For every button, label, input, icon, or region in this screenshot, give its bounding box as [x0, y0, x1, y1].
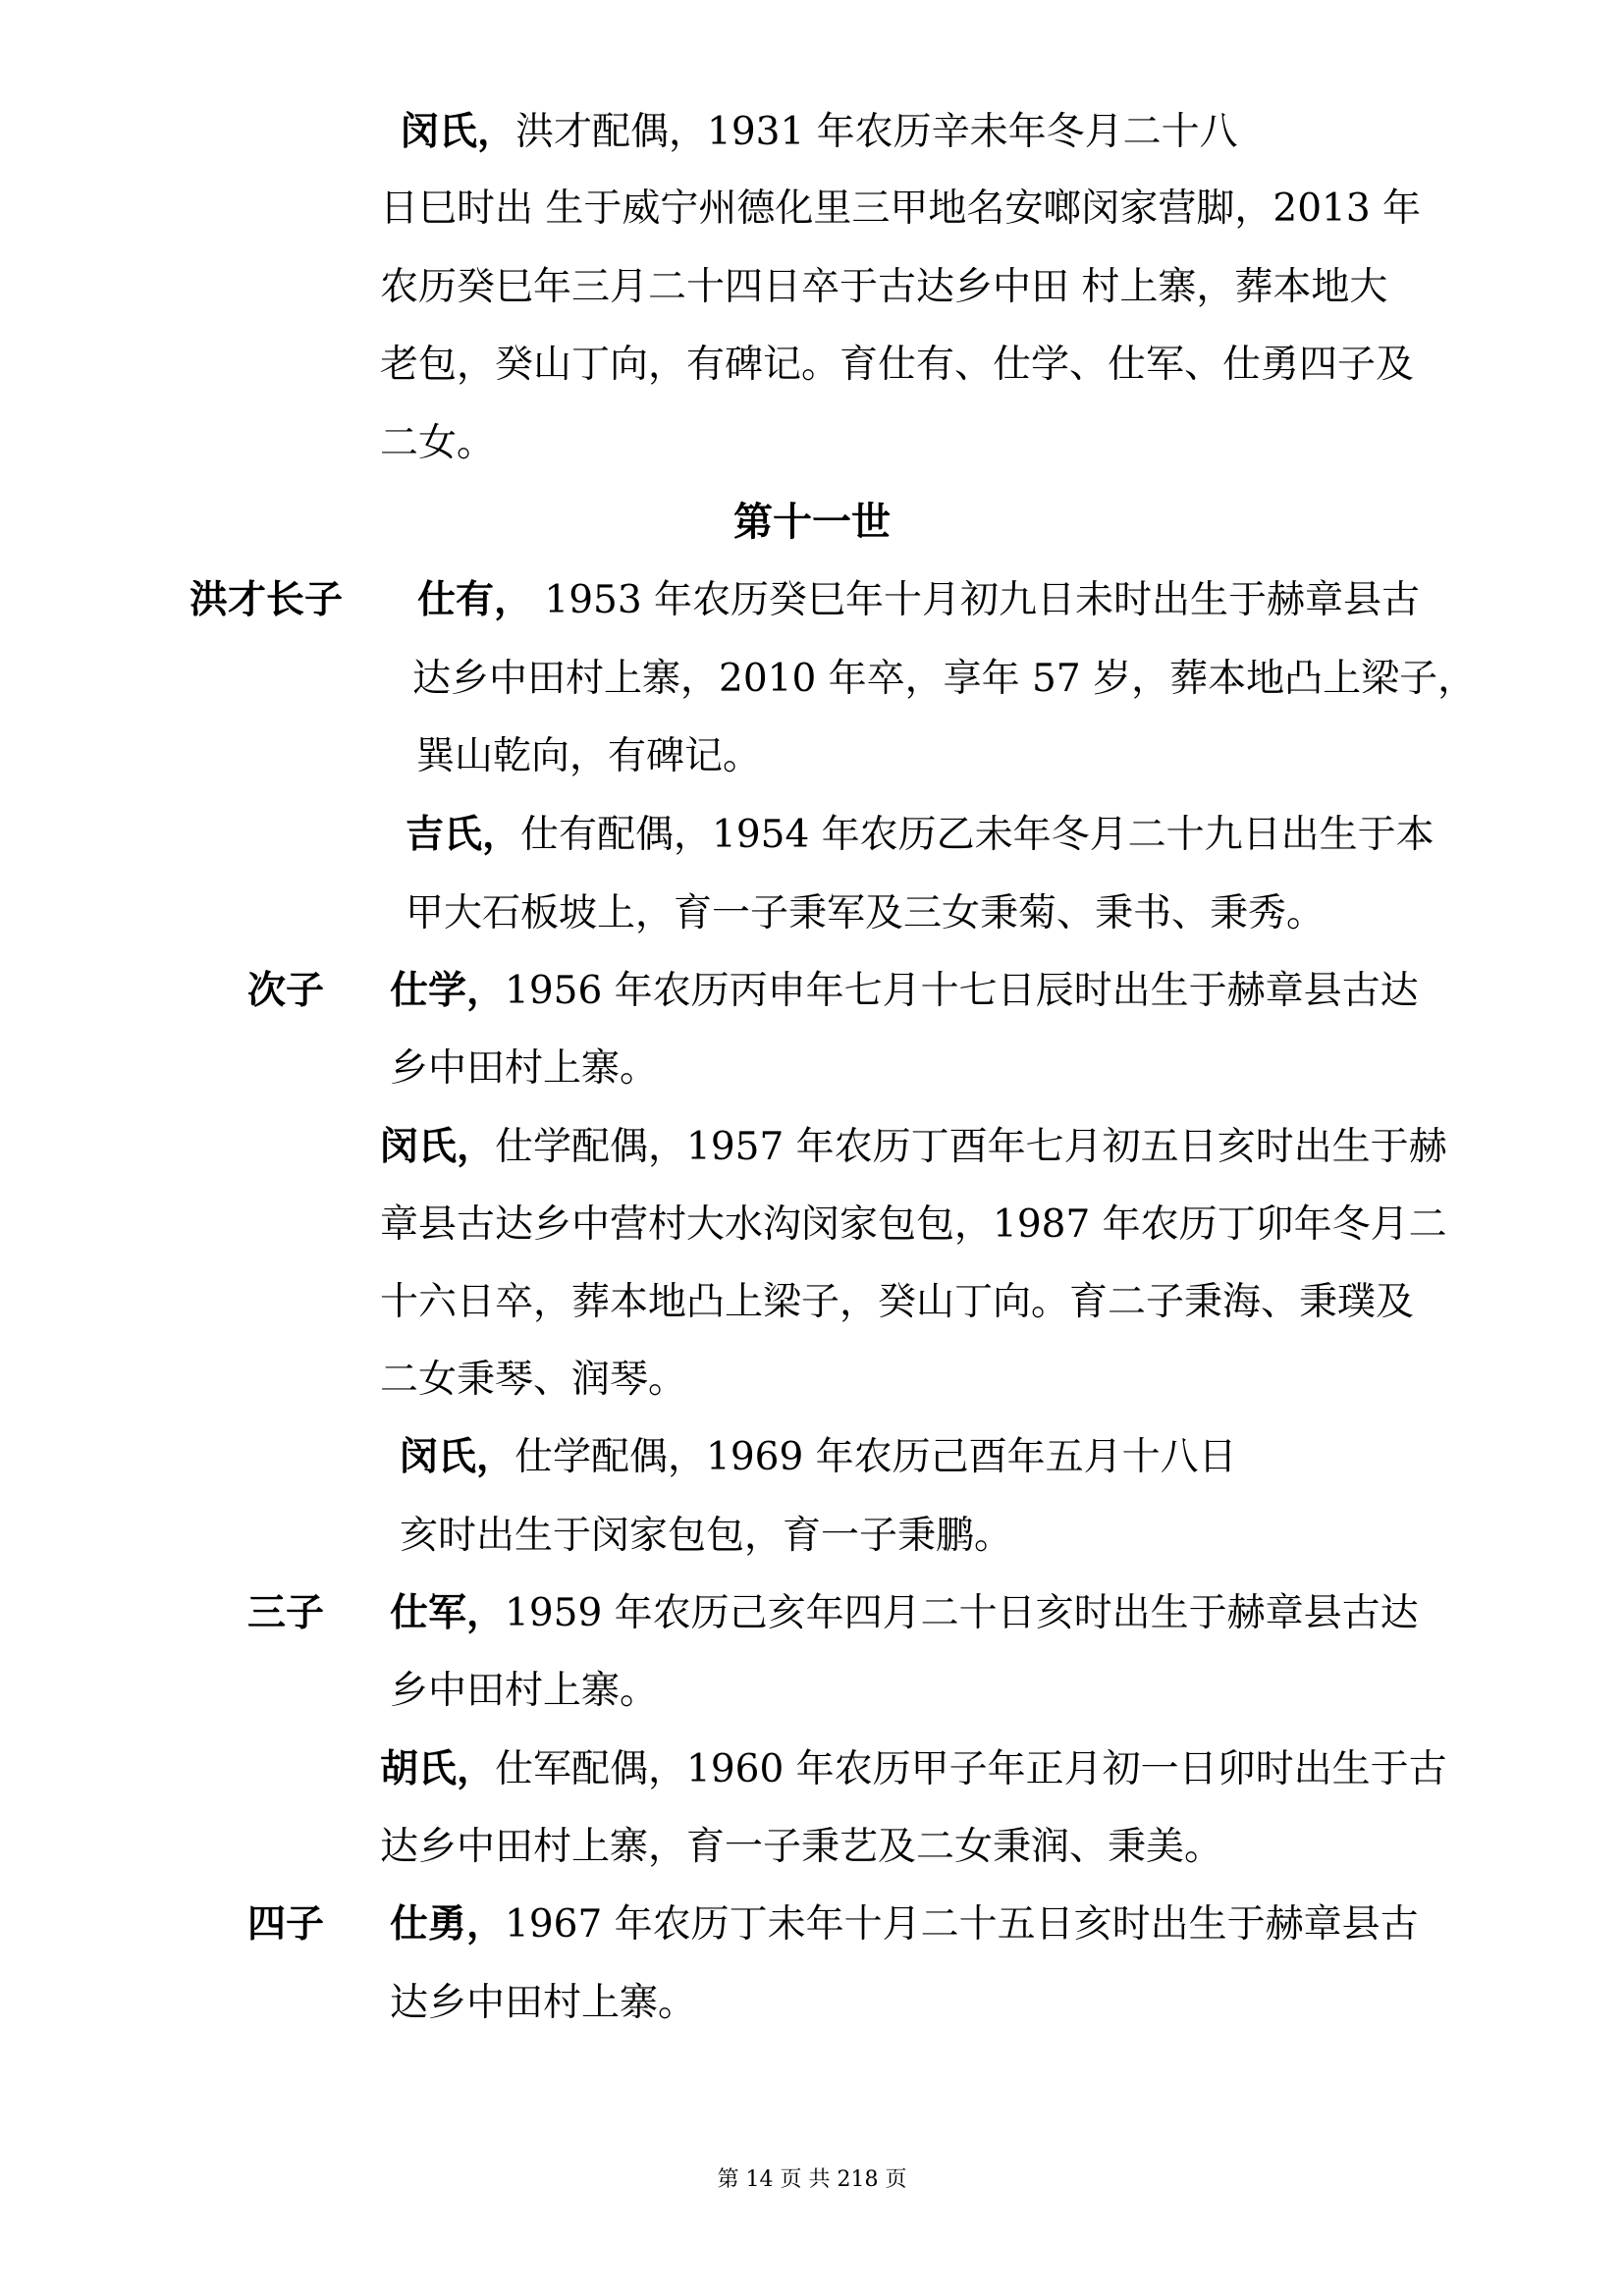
- entry-line: 巽山乾向，有碑记。: [416, 734, 762, 778]
- entry-line: 农历癸巳年三月二十四日卒于古达乡中田 村上寨，葬本地大: [380, 265, 1388, 309]
- entry-line: [401, 109, 1238, 154]
- person-name: 仕学，: [390, 968, 506, 1013]
- page-number-footer: 第 14 页 共 218 页: [717, 2167, 907, 2192]
- entry-text: 洪才配偶，1931 年农历辛未年冬月二十八: [515, 110, 1238, 154]
- person-name: 仕军，: [390, 1590, 506, 1635]
- entry-text: 仕学配偶，1957 年农历丁酉年七月初五日亥时出生于赫: [495, 1125, 1447, 1169]
- entry-line: [390, 1590, 1419, 1635]
- person-name: 闵氏，: [380, 1124, 496, 1169]
- entry-line: 二女秉琴、润琴。: [380, 1358, 687, 1402]
- entry-text: 1967 年农历丁未年十月二十五日亥时出生于赫章县古: [505, 1902, 1419, 1947]
- entry-line: 日巳时出 生于威宁州德化里三甲地名安啷闵家营脚，2013 年: [380, 187, 1422, 231]
- entry-line: 达乡中田村上寨，育一子秉艺及二女秉润、秉美。: [380, 1825, 1223, 1869]
- person-name: 胡氏，: [380, 1746, 496, 1791]
- person-name: 闵氏，: [400, 1434, 515, 1479]
- son-label-fourth: 四子: [247, 1901, 325, 1947]
- entry-line: [390, 1901, 1419, 1947]
- entry-line: 亥时出生于闵家包包，育一子秉鹏。: [400, 1514, 1013, 1558]
- entry-line: 乡中田村上寨。: [390, 1046, 659, 1091]
- person-name: 仕有，: [417, 577, 533, 622]
- person-name: 闵氏，: [401, 109, 516, 154]
- entry-line: 达乡中田村上寨。: [390, 1981, 697, 2025]
- entry-line: [406, 812, 1435, 857]
- entry-line: [390, 968, 1419, 1013]
- entry-text: 1953 年农历癸巳年十月初九日未时出生于赫章县古: [532, 578, 1421, 622]
- son-label-third: 三子: [247, 1590, 325, 1635]
- entry-text: 1959 年农历己亥年四月二十日亥时出生于赫章县古达: [505, 1591, 1419, 1635]
- entry-line: 十六日卒，葬本地凸上梁子，癸山丁向。育二子秉海、秉璞及: [380, 1280, 1415, 1324]
- entry-line: 章县古达乡中营村大水沟闵家包包，1987 年农历丁卯年冬月二: [380, 1202, 1447, 1247]
- entry-line: [417, 577, 1421, 622]
- person-name: 吉氏，: [406, 812, 521, 857]
- entry-text: 1956 年农历丙申年七月十七日辰时出生于赫章县古达: [505, 969, 1419, 1013]
- person-name: 仕勇，: [390, 1901, 506, 1947]
- entry-text: 仕有配偶，1954 年农历乙未年冬月二十九日出生于本: [520, 813, 1435, 857]
- entry-line: 老包，癸山丁向，有碑记。育仕有、仕学、仕军、仕勇四子及: [380, 343, 1415, 387]
- entry-line: 二女。: [380, 421, 496, 465]
- entry-line: 达乡中田村上寨，2010 年卒，享年 57 岁，葬本地凸上梁子，: [412, 657, 1477, 701]
- entry-line: [380, 1124, 1447, 1169]
- entry-text: 仕学配偶，1969 年农历己酉年五月十八日: [514, 1435, 1237, 1479]
- entry-line: [380, 1746, 1447, 1791]
- son-label-eldest: 洪才长子: [189, 577, 344, 622]
- generation-heading: 第十一世: [733, 499, 891, 545]
- entry-line: [400, 1434, 1237, 1479]
- son-label-second: 次子: [247, 968, 325, 1013]
- entry-line: 乡中田村上寨。: [390, 1669, 659, 1713]
- entry-line: 甲大石板坡上，育一子秉军及三女秉菊、秉书、秉秀。: [406, 891, 1326, 935]
- entry-text: 仕军配偶，1960 年农历甲子年正月初一日卯时出生于古: [495, 1747, 1447, 1791]
